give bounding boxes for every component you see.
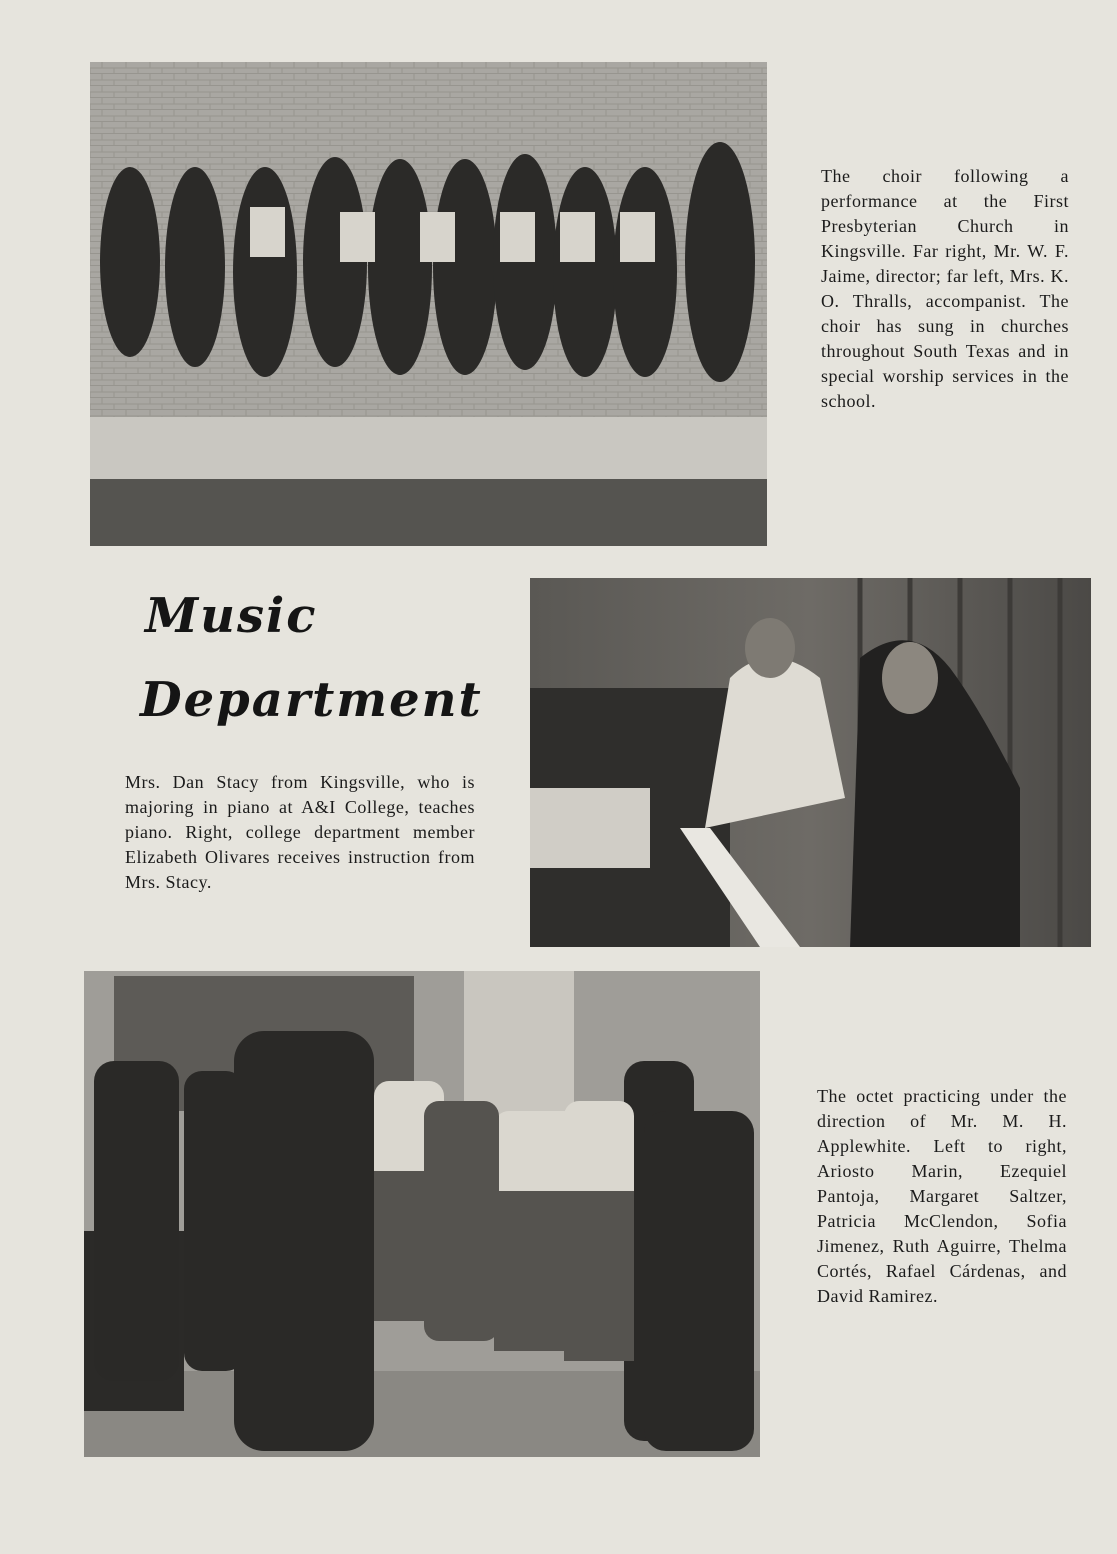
page-title-line1: Music — [145, 588, 318, 644]
octet-caption: The octet practicing under the direction of Mr. M. H. Applewhite. Left to right, Ariosto Marin, Ezequiel Pantoja, Margaret Saltzer, Patricia McClendon, Sofia Jimenez, Ruth Aguirre, Thelma Cortés, Rafael Cárdenas, and David Ramirez. — [817, 1086, 1067, 1306]
choir-photo — [90, 62, 767, 546]
choir-caption: The choir following a performance at the First Presbyterian Church in Kingsville. Far right, Mr. W. F. Jaime, director; far left, Mrs. K. O. Thralls, accompanist. The choir has sung in churches throughout South Texas and in special worship services in the school. — [821, 166, 1069, 411]
page-title-line2: Department — [140, 672, 483, 728]
piano-lesson-photo — [530, 578, 1091, 947]
piano-caption: Mrs. Dan Stacy from Kingsville, who is majoring in piano at A&I College, teaches piano. Right, college department member Elizabeth Olivares receives instruction from Mrs. Stacy. — [125, 772, 475, 892]
octet-photo — [84, 971, 760, 1457]
